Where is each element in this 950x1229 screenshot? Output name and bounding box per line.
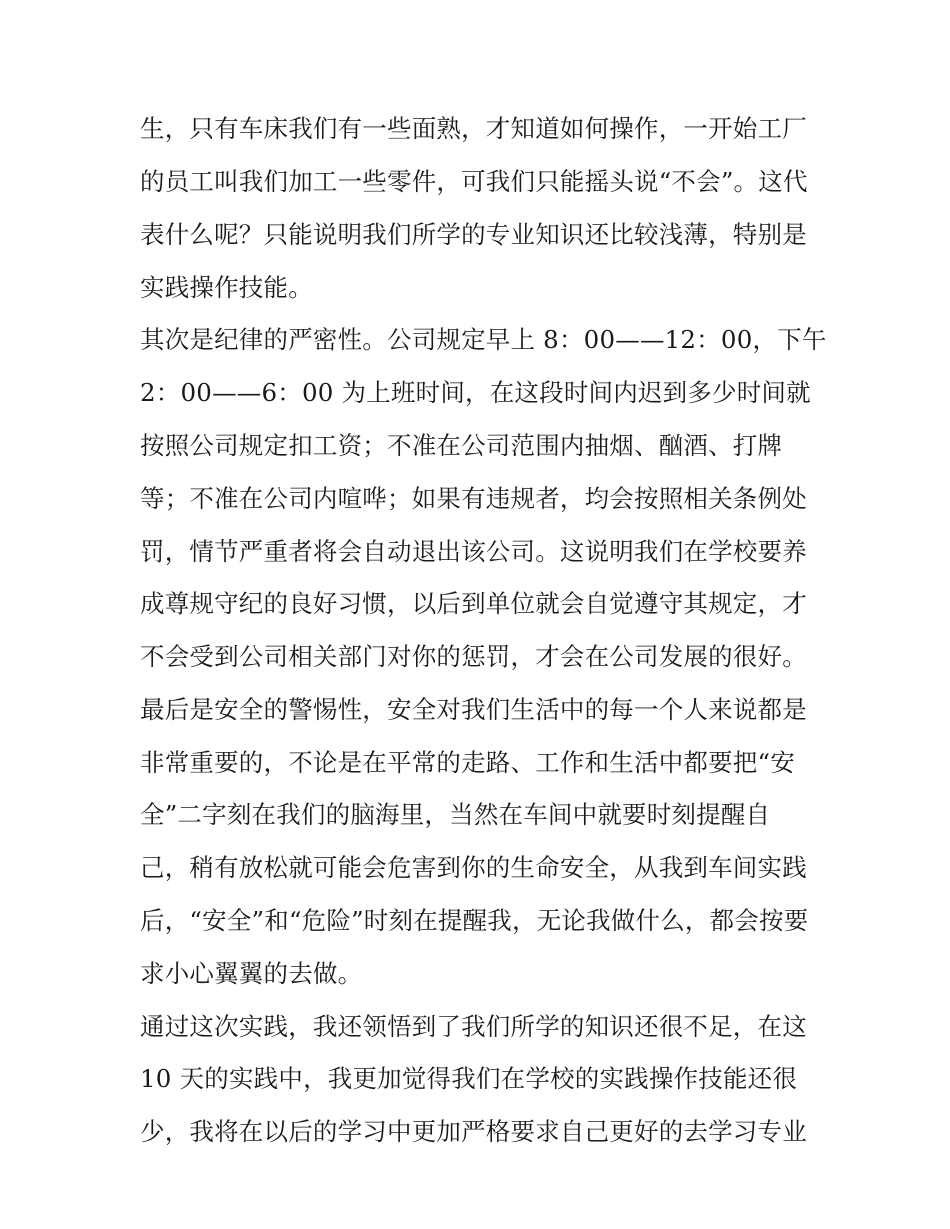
text-line: 后，“安全”和“危险”时刻在提醒我，无论我做什么，都会按要 [140,906,809,935]
text-line: 等；不准在公司内喧哗；如果有违规者，均会按照相关条例处 [140,484,807,513]
text-line: 少，我将在以后的学习中更加严格要求自己更好的去学习专业 [140,1117,807,1146]
text-line: 最后是安全的警惕性，安全对我们生活中的每一个人来说都是 [140,695,807,724]
text-line: 生，只有车床我们有一些面熟，才知道如何操作，一开始工厂 [140,114,807,143]
text-line: 通过这次实践，我还领悟到了我们所学的知识还很不足，在这 [140,1012,807,1041]
text-line: 成尊规守纪的良好习惯，以后到单位就会自觉遵守其规定，才 [140,589,807,618]
text-line: 非常重要的，不论是在平常的走路、工作和生活中都要把“安 [140,748,795,777]
text-line: 其次是纪律的严密性。公司规定早上 8：00——12：00，下午 [140,325,827,354]
text-line: 10 天的实践中，我更加觉得我们在学校的实践操作技能还很 [140,1064,798,1093]
text-line: 按照公司规定扣工资；不准在公司范围内抽烟、酗酒、打牌 [140,431,783,460]
text-line: 全”二字刻在我们的脑海里，当然在车间中就要时刻提醒自 [140,800,771,829]
text-line: 己，稍有放松就可能会危害到你的生命安全，从我到车间实践 [140,853,807,882]
text-line: 2：00——6：00 为上班时间，在这段时间内迟到多少时间就 [140,378,811,407]
text-line: 的员工叫我们加工一些零件，可我们只能摇头说“不会”。这代 [140,167,808,196]
text-line: 求小心翼翼的去做。 [140,959,363,988]
text-line: 表什么呢？只能说明我们所学的专业知识还比较浅薄，特别是 [140,220,807,249]
text-line: 不会受到公司相关部门对你的惩罚，才会在公司发展的很好。 [140,642,807,671]
text-line: 罚，情节严重者将会自动退出该公司。这说明我们在学校要养 [140,537,807,566]
text-line: 实践操作技能。 [140,273,313,302]
